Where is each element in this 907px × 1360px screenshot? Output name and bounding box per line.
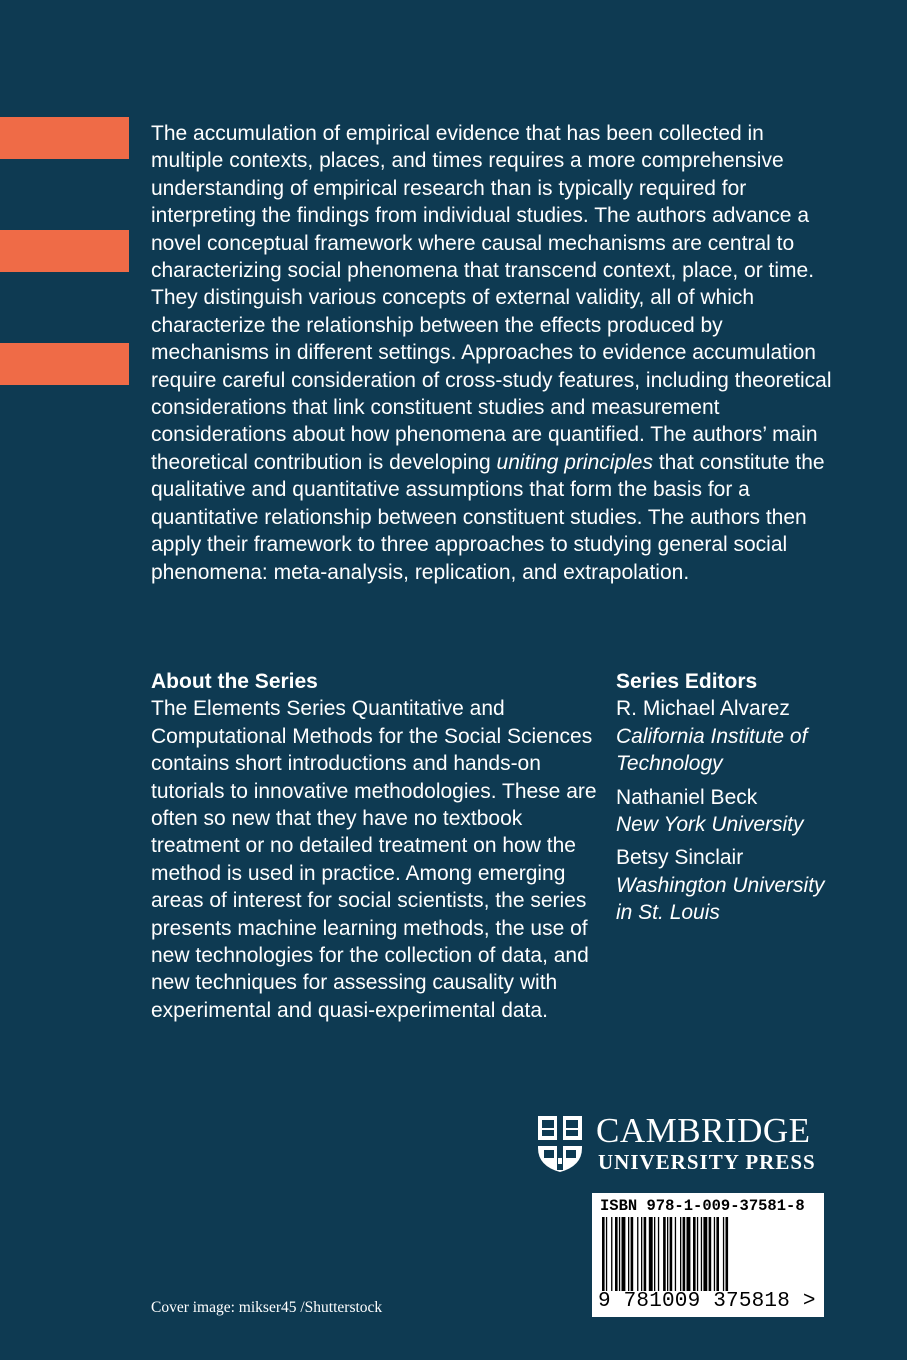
barcode-bar xyxy=(654,1217,655,1291)
barcode-bar xyxy=(687,1217,691,1291)
barcode-bar xyxy=(693,1217,696,1291)
cover-image-credit: Cover image: mikser45 /Shutterstock xyxy=(151,1299,383,1316)
barcode-bar xyxy=(619,1217,620,1291)
isbn-label: ISBN 978-1-009-37581-8 xyxy=(600,1197,805,1215)
barcode-bar xyxy=(726,1217,729,1291)
editor-affiliation: New York University xyxy=(616,813,804,837)
about-series-heading: About the Series xyxy=(151,670,318,693)
publisher-logo xyxy=(536,1112,836,1178)
book-description xyxy=(151,120,841,586)
editor-entry xyxy=(616,844,846,926)
description-text-end: that constitute the qualitative and quantitative assumptions that form the basis for a quantitative relationship between constituent studies. The authors then apply their framework to three approaches to studying general social phenomena: meta-analysis, replication, and extrapolation. xyxy=(151,450,825,584)
barcode-bar xyxy=(670,1217,673,1291)
barcode-bar xyxy=(701,1217,702,1291)
barcode-bar xyxy=(680,1217,681,1291)
editor-entry xyxy=(616,695,846,777)
barcode-bar xyxy=(703,1217,707,1291)
barcode-bar xyxy=(628,1217,629,1291)
barcode-bar xyxy=(658,1217,659,1291)
barcode-bar xyxy=(602,1217,605,1291)
barcode-bar xyxy=(615,1217,618,1291)
barcode-bar xyxy=(714,1217,715,1291)
editor-name: R. Michael Alvarez xyxy=(616,697,790,721)
accent-stripe-middle xyxy=(0,230,129,272)
barcode-bar xyxy=(675,1217,676,1291)
barcode-bar xyxy=(667,1217,668,1291)
accent-stripe-bottom xyxy=(0,343,129,385)
barcode-bar xyxy=(644,1217,647,1291)
about-series-section xyxy=(151,668,606,1024)
barcode-bar xyxy=(622,1217,626,1291)
barcode-bar xyxy=(723,1217,724,1291)
barcode-bar xyxy=(631,1217,634,1291)
editor-entry xyxy=(616,784,846,839)
accent-stripe-top xyxy=(0,117,129,159)
barcode-bar xyxy=(649,1217,653,1291)
barcode-bar xyxy=(637,1217,638,1291)
university-shield-icon xyxy=(536,1114,584,1174)
publisher-name: CAMBRIDGE xyxy=(596,1111,811,1150)
description-text-start: The accumulation of empirical evidence that has been collected in multiple contexts, places, and times requires a more comprehensive understanding of empirical research than is typically required for interpreting the findings from individual studies. The authors advance a novel conceptual framework where causal mechanisms are central to characterizing social phenomena that transcend context, place, or time. They distinguish various concepts of external validity, all of which characterize the relationship between the effects produced by mechanisms in different settings. Approaches to evidence accumulation require careful consideration of cross-study features, including theoretical considerations that link constituent studies and measurement considerations about how phenomena are quantified. The authors’ main theoretical contribution is developing xyxy=(151,122,832,474)
barcode-digits: 9 781009 375818 > xyxy=(598,1290,816,1313)
series-editors-heading: Series Editors xyxy=(616,670,758,693)
barcode-bars xyxy=(600,1217,816,1291)
publisher-subname: UNIVERSITY PRESS xyxy=(598,1150,816,1174)
editor-name: Betsy Sinclair xyxy=(616,846,744,870)
barcode-bar xyxy=(697,1217,698,1291)
barcode-bar xyxy=(641,1217,642,1291)
isbn-barcode xyxy=(592,1193,824,1317)
editor-affiliation: Washington University in St. Louis xyxy=(616,873,825,925)
barcode-bar xyxy=(611,1217,612,1291)
editor-affiliation: California Institute of Technology xyxy=(616,724,808,776)
barcode-bar xyxy=(606,1217,607,1291)
about-series-text: The Elements Series Quantitative and Computational Methods for the Social Sciences contains short introductions and hands-on tutorials to innovative methodologies. These are often so new that they have no textbook treatment or no detailed treatment on how the method is used in practice. Among emerging areas of interest for social scientists, the series presents machine learning methods, the use of new technologies for the collection of data, and new techniques for assessing causality with experimental and quasi-experimental data. xyxy=(151,697,597,1022)
barcode-bar xyxy=(709,1217,712,1291)
barcode-bar xyxy=(663,1217,666,1291)
editor-name: Nathaniel Beck xyxy=(616,785,758,809)
description-emphasis: uniting principles xyxy=(496,450,653,474)
barcode-bar xyxy=(716,1217,719,1291)
series-editors-section xyxy=(616,668,846,933)
barcode-bar xyxy=(683,1217,686,1291)
